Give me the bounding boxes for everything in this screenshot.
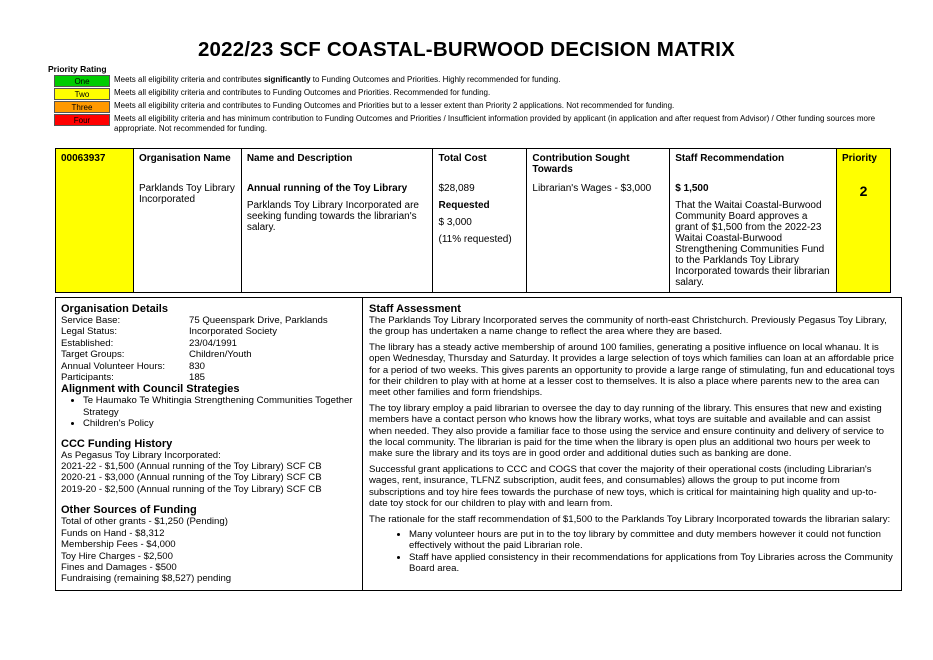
requested-percent: (11% requested) [438, 234, 512, 245]
header-total-cost: Total Cost [433, 149, 527, 180]
description-cell [241, 179, 433, 293]
detail-row: Legal Status: Incorporated Society [61, 326, 277, 338]
rationale-list [369, 529, 895, 575]
page-title: 2022/23 SCF COASTAL-BURWOOD DECISION MATRIX [197, 38, 736, 61]
list-item: Fines and Damages - $500 [61, 561, 177, 573]
list-item: • Te Haumako Te Whitingia Strengthening Communities Together Strategy [83, 395, 357, 418]
details-panel [55, 297, 902, 591]
detail-row: Established: 23/04/1991 [61, 337, 238, 349]
requested-amount: $ 3,000 [438, 217, 472, 228]
header-contribution: Contribution Sought Towards [527, 149, 670, 180]
list-item: 2020-21 - $3,000 (Annual running of the Toy Library) SCF CB [61, 472, 322, 484]
application-id: 00063937 [56, 149, 134, 180]
list-item: 2021-22 - $1,500 (Annual running of the Toy Library) SCF CB [61, 461, 322, 473]
priority-description: Meets all eligibility criteria and contributes to Funding Outcomes and Priorities. Recommended for funding. [114, 88, 491, 97]
priority-swatch: One [54, 75, 110, 87]
recommended-amount: $ 1,500 [675, 183, 709, 194]
table-header-row [56, 149, 891, 180]
detail-row: Participants: 185 [61, 372, 206, 384]
org-details-heading: Organisation Details [61, 303, 168, 315]
list-item: 2019-20 - $2,500 (Annual running of the Toy Library) SCF CB [61, 483, 322, 495]
priority-description: Meets all eligibility criteria and contributes to Funding Outcomes and Priorities but to a lesser extent than Priority 2 applications. Not recommended for funding. [114, 101, 675, 110]
priority-value: 2 [836, 179, 890, 293]
list-item: Membership Fees - $4,000 [61, 539, 176, 551]
header-priority: Priority [836, 149, 890, 180]
list-item: • Many volunteer hours are put in to the toy library by committee and duty members however it could not function effectively without the paid Librarian role. [409, 529, 895, 552]
list-item: • Children's Policy [83, 418, 357, 429]
detail-row: Annual Volunteer Hours: 830 [61, 360, 206, 372]
detail-row: Service Base: 75 Queenspark Drive, Parklands [61, 315, 328, 326]
priority-swatch: Three [54, 101, 110, 113]
header-description: Name and Description [241, 149, 433, 180]
assessment-paragraph: The rationale for the staff recommendation of $1,500 to the Parklands Toy Library Incorporated towards the librarian salary: [369, 513, 891, 525]
assessment-paragraph: The library has a steady active membership of around 100 families, generating a positive influence on local whanau. It is open Wednesday, Thursday and Saturday. It provides a large selection of toys which families can loan at an affordable price for a period of two weeks. This gives parents an opportunity to provide a large range of stimulating, fun and educational toys for their children to play with at home at a lesser cost to themselves. It is also a place where parents new to the area can meet other families and form friendships. [369, 341, 895, 399]
total-cost: $28,089 [438, 183, 475, 194]
project-title: Annual running of the Toy Library [246, 183, 408, 194]
detail-row: Target Groups: Children/Youth [61, 349, 252, 361]
list-item: Toy Hire Charges - $2,500 [61, 550, 173, 562]
header-organisation: Organisation Name [133, 149, 241, 180]
project-description: Parklands Toy Library Incorporated are seeking funding towards the librarian's salary. [246, 200, 419, 233]
recommendation-cell [670, 179, 837, 293]
priority-swatch: Four [54, 114, 110, 126]
table-row [56, 179, 891, 293]
assessment-paragraph: The Parklands Toy Library Incorporated serves the community of north-east Christchurch. Previously Pegasus Toy Library, the group has undertaken a name change to reflect the area where they are based. [369, 315, 887, 338]
list-item: Total of other grants - $1,250 (Pending) [61, 516, 228, 528]
total-cost-cell [433, 179, 527, 293]
alignment-list [61, 395, 357, 429]
header-recommendation: Staff Recommendation [670, 149, 837, 180]
recommendation-text: That the Waitai Coastal-Burwood Community Board approves a grant of $1,500 from the 2022-23 Waitai Coastal-Burwood Strengthening Communities Fund to the Parklands Toy Library Incorporated towards their librarian salary. [675, 200, 830, 288]
funding-history-heading: CCC Funding History [61, 437, 173, 450]
priority-description: Meets all eligibility criteria and contributes significantly to Funding Outcomes and Priorities. Highly recommended for funding. [114, 75, 561, 84]
staff-assessment-heading: Staff Assessment [369, 303, 461, 315]
priority-description: Meets all eligibility criteria and has minimum contribution to Funding Outcomes and Priorities / Insufficient information provided by applicant (in application and after request from Advisor) / Other funding sources more appropriate. Not recommended for funding. [114, 114, 876, 133]
funding-history-intro: As Pegasus Toy Library Incorporated: [61, 449, 221, 461]
requested-label: Requested [438, 200, 490, 211]
id-cell-filler [56, 179, 134, 293]
list-item: Fundraising (remaining $8,527) pending [61, 573, 232, 585]
priority-rating-label: Priority Rating [48, 64, 107, 74]
list-item: Funds on Hand - $8,312 [61, 527, 165, 539]
assessment-paragraph: Successful grant applications to CCC and COGS that cover the majority of their operational costs (including Librarian's wages, rent, insurance, TLFNZ subscription, audit fees, and consumables) allows the group to put income from subscriptions and toy hire fees towards the purchase of new toys, which is critical for maintaining high quality and up-to-date toy stock for our children to play with and learn from. [369, 463, 877, 510]
decision-matrix-table [55, 148, 891, 293]
organisation-column [56, 298, 363, 590]
contribution-sought: Librarian's Wages - $3,000 [527, 179, 670, 293]
organisation-name: Parklands Toy Library Incorporated [133, 179, 241, 293]
alignment-heading: Alignment with Council Strategies [61, 383, 240, 396]
other-funding-heading: Other Sources of Funding [61, 504, 197, 517]
staff-assessment-column [363, 298, 901, 590]
list-item: • Staff have applied consistency in their recommendations for applications from Toy Libraries across the Community Board area. [409, 552, 895, 575]
assessment-paragraph: The toy library employ a paid librarian to oversee the day to day running of the library. This ensures that new and existing members have a contact person who knows how the library works, what toys are suitable and available and can assist when needed. They also provide a familiar face to those using the service and ensure continuity and delivery of service to the local community. The librarian is paid for the time when the library is open plus an additional two hours per week to make sure the library and its toys are in good order and additional duties such as banking are done. [369, 402, 884, 460]
priority-swatch: Two [54, 88, 110, 100]
